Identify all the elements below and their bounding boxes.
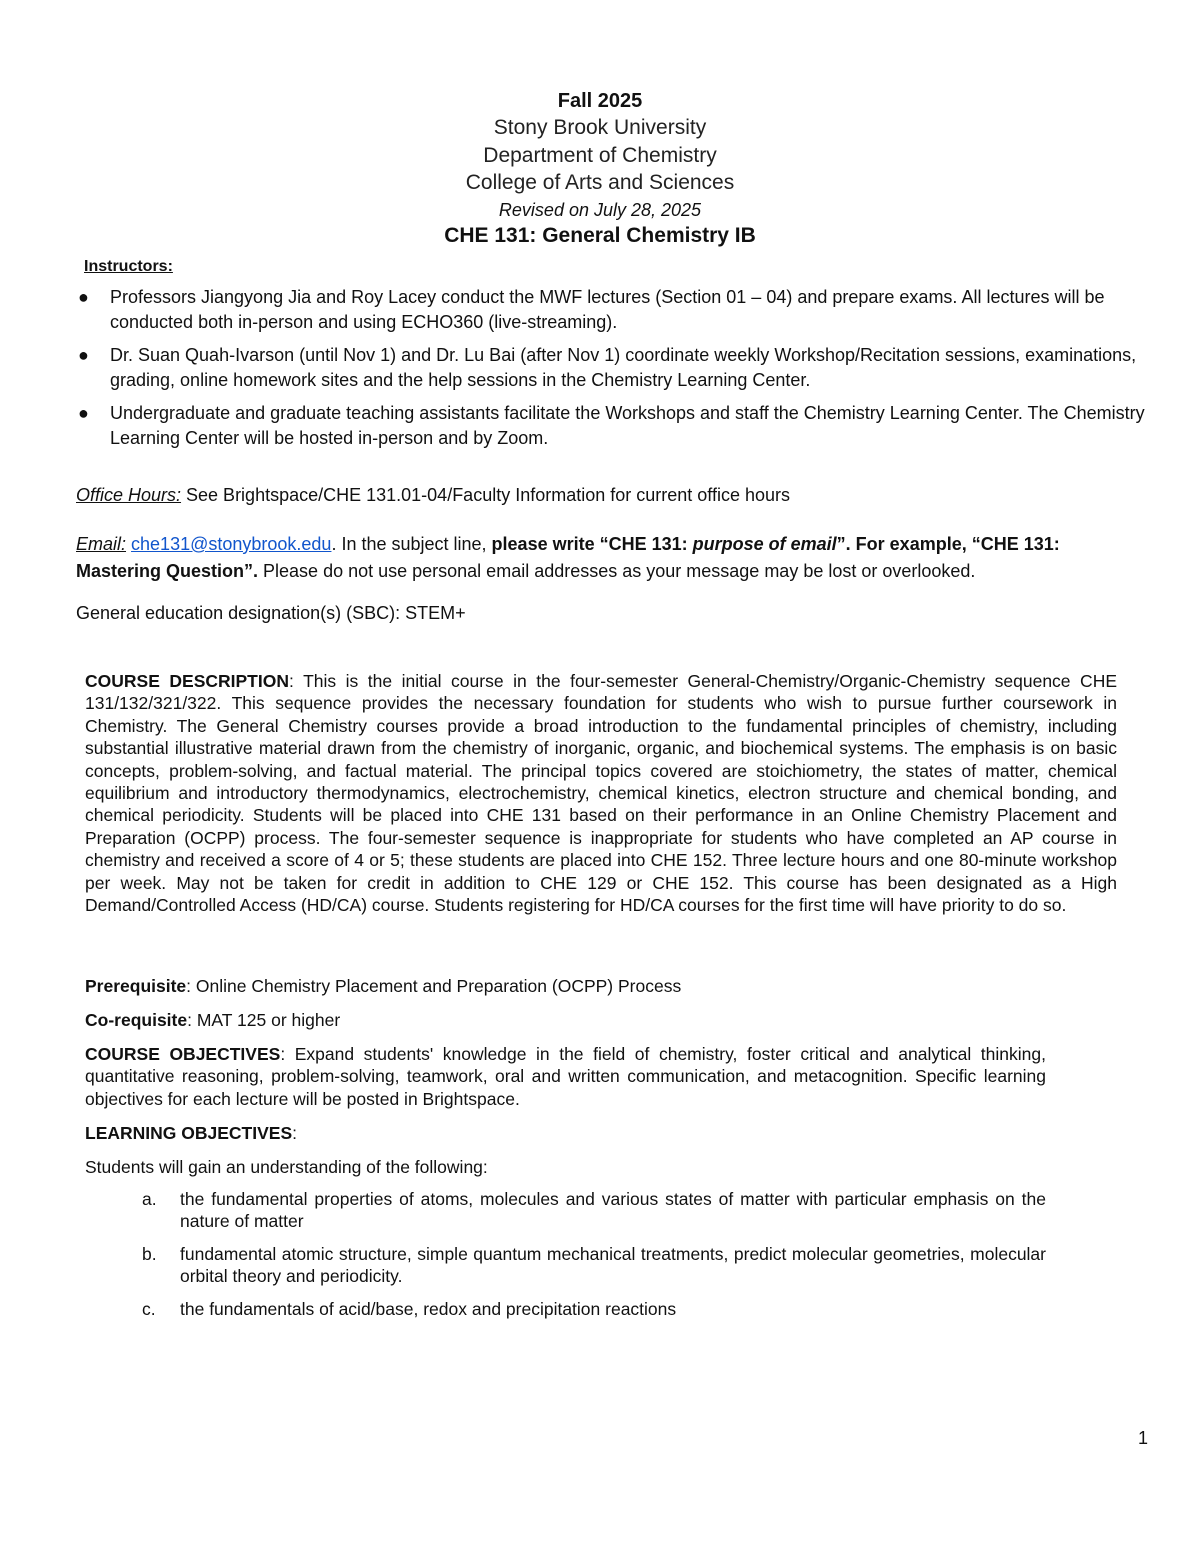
office-hours-label: Office Hours: bbox=[76, 485, 182, 505]
college-name: College of Arts and Sciences bbox=[465, 171, 735, 194]
bullet-icon: ● bbox=[78, 403, 89, 423]
prerequisite bbox=[85, 975, 681, 997]
instructor-bullet-text: Professors Jiangyong Jia and Roy Lacey conduct the MWF lectures (Section 01 – 04) and prepare exams. All lectures will be conducted both in-person and using ECHO360 (live-streaming). bbox=[110, 287, 1105, 332]
learning-objectives-colon: : bbox=[292, 1123, 297, 1143]
email-bold-italic: purpose of email bbox=[692, 534, 837, 554]
course-objectives-label: COURSE OBJECTIVES bbox=[85, 1044, 281, 1064]
course-description-text: : This is the initial course in the four-semester General-Chemistry/Organic-Chemistry sequence CHE 131/132/321/322. This sequence provides the necessary foundation for students who wish to pursue further coursework in Chemistry. The General Chemistry courses provide a broad introduction to the fundamental principles of chemistry, including substantial illustrative material drawn from the chemistry of inorganic, organic, and biochemical systems. The emphasis is on basic concepts, problem-solving, and factual material. The principal topics covered are stoichiometry, the states of matter, chemical equilibrium and introductory thermodynamics, electrochemistry, chemical kinetics, electron structure and chemical bonding, and chemical periodicity. Students will be placed into CHE 131 based on their performance in an Online Chemistry Placement and Preparation (OCPP) process. The four-semester sequence is inappropriate for students who have completed an AP course in chemistry and received a score of 4 or 5; these students are placed into CHE 152. Three lecture hours and one 80-minute workshop per week. May not be taken for credit in addition to CHE 129 or CHE 152. This course has been designated as a High Demand/Controlled Access (HD/CA) course. Students registering for HD/CA courses for the first time will have priority to do so. bbox=[85, 671, 1118, 916]
email-text-1: . In the subject line, bbox=[331, 534, 492, 554]
course-title: CHE 131: General Chemistry IB bbox=[444, 224, 756, 247]
revised-date: Revised on July 28, 2025 bbox=[498, 200, 702, 220]
list-item bbox=[140, 1298, 1046, 1320]
list-marker: a. bbox=[142, 1189, 157, 1209]
list-item bbox=[140, 1188, 1046, 1233]
email-paragraph bbox=[76, 531, 1136, 585]
email-text-2: Please do not use personal email addresses as your message may be lost or overlooked. bbox=[258, 561, 976, 581]
instructor-bullet-text: Dr. Suan Quah-Ivarson (until Nov 1) and Dr. Lu Bai (after Nov 1) coordinate weekly Workshop/Recitation sessions, examinations, grading, online homework sites and the help sessions in the Chemistry Learning Center. bbox=[110, 345, 1137, 390]
email-bold-1: please write “CHE 131: bbox=[491, 534, 693, 554]
prerequisite-text: : Online Chemistry Placement and Preparation (OCPP) Process bbox=[186, 976, 682, 996]
course-description bbox=[85, 670, 1117, 916]
list-marker: c. bbox=[142, 1298, 156, 1319]
email-link[interactable]: che131@stonybrook.edu bbox=[131, 534, 332, 554]
list-marker: b. bbox=[142, 1243, 157, 1264]
corequisite-label: Co-requisite bbox=[85, 1010, 188, 1030]
office-hours bbox=[76, 485, 790, 506]
course-description-label: COURSE DESCRIPTION bbox=[85, 671, 289, 691]
learning-objective-text: the fundamental properties of atoms, molecules and various states of matter with particular emphasis on the nature of matter bbox=[180, 1189, 1046, 1232]
list-item bbox=[76, 401, 1156, 451]
gen-ed-designation: General education designation(s) (SBC): STEM+ bbox=[76, 603, 466, 623]
email-bold-2: ”. For example, “CHE 131: Mastering Question”. bbox=[76, 534, 1060, 581]
course-objectives bbox=[85, 1043, 1046, 1110]
learning-objectives-heading bbox=[85, 1122, 297, 1144]
prerequisite-label: Prerequisite bbox=[85, 976, 187, 996]
learning-objective-text: fundamental atomic structure, simple quantum mechanical treatments, predict molecular geometries, molecular orbital theory and periodicity. bbox=[180, 1243, 1046, 1287]
learning-objectives-label: LEARNING OBJECTIVES bbox=[85, 1123, 293, 1143]
list-item bbox=[140, 1243, 1046, 1288]
instructors-label: Instructors: bbox=[84, 258, 173, 275]
learning-objectives-list bbox=[140, 1188, 1046, 1330]
learning-objectives-intro: Students will gain an understanding of the following: bbox=[85, 1157, 488, 1177]
course-objectives-text: : Expand students' knowledge in the field of chemistry, foster critical and analytical thinking, quantitative reasoning, problem-solving, teamwork, oral and written communication, and metacognition. Specific learning objectives for each lecture will be posted in Brightspace. bbox=[85, 1044, 1046, 1109]
university-name: Stony Brook University bbox=[493, 116, 707, 139]
term-heading: Fall 2025 bbox=[557, 90, 643, 112]
bullet-icon: ● bbox=[78, 287, 89, 307]
office-hours-text: See Brightspace/CHE 131.01-04/Faculty Information for current office hours bbox=[181, 485, 791, 505]
page-number: 1 bbox=[1138, 1428, 1149, 1448]
email-label: Email: bbox=[76, 534, 127, 554]
list-item bbox=[76, 285, 1156, 335]
instructors-list bbox=[76, 285, 1156, 459]
bullet-icon: ● bbox=[78, 345, 89, 365]
list-item bbox=[76, 343, 1156, 393]
corequisite bbox=[85, 1009, 340, 1031]
instructor-bullet-text: Undergraduate and graduate teaching assistants facilitate the Workshops and staff the Chemistry Learning Center. The Chemistry Learning Center will be hosted in-person and by Zoom. bbox=[110, 403, 1145, 448]
learning-objective-text: the fundamentals of acid/base, redox and precipitation reactions bbox=[180, 1298, 677, 1319]
department-name: Department of Chemistry bbox=[483, 144, 717, 167]
corequisite-text: : MAT 125 or higher bbox=[187, 1010, 341, 1030]
